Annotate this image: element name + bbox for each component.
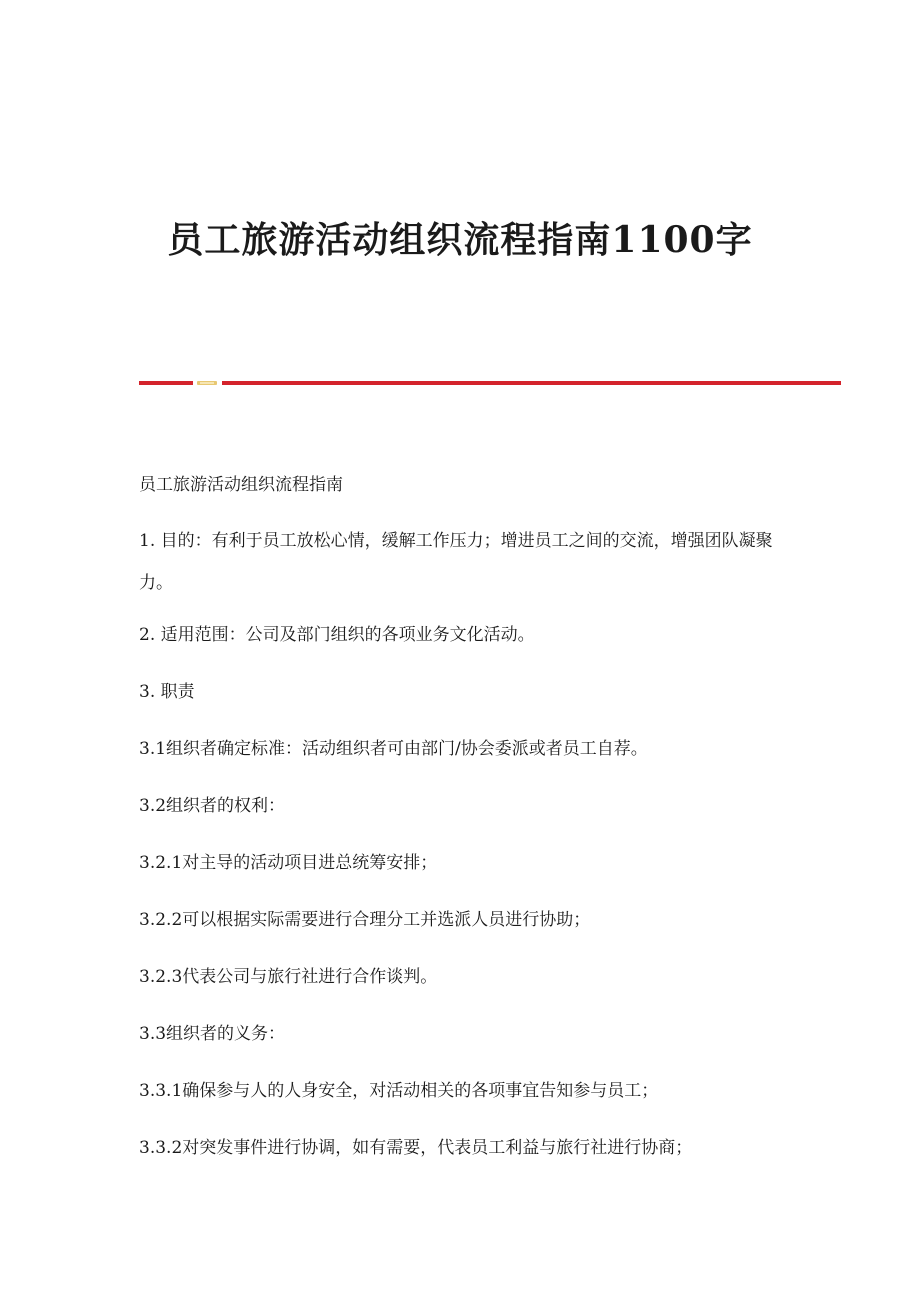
- paragraph-3-1: 3.1组织者确定标准：活动组织者可由部门/协会委派或者员工自荐。: [139, 739, 648, 759]
- document-body: [139, 468, 799, 1188]
- paragraph-heading: 员工旅游活动组织流程指南: [139, 475, 343, 495]
- paragraph-3-2-3: 3.2.3代表公司与旅行社进行合作谈判。: [139, 967, 438, 987]
- paragraph-3-2-2: 3.2.2可以根据实际需要进行合理分工并选派人员进行协助；: [139, 910, 591, 930]
- paragraph-scope: 2. 适用范围：公司及部门组织的各项业务文化活动。: [139, 625, 535, 645]
- document-title: 员工旅游活动组织流程指南1100字: [167, 219, 753, 261]
- divider-ornament-icon: [197, 380, 217, 386]
- paragraph-responsibilities: 3. 职责: [139, 682, 195, 702]
- divider-left-segment: [139, 381, 193, 385]
- paragraph-3-2-1: 3.2.1对主导的活动项目进总统筹安排；: [139, 853, 438, 873]
- paragraph-purpose: 1. 目的：有利于员工放松心情，缓解工作压力；增进员工之间的交流，增强团队凝聚力。: [139, 531, 773, 593]
- title-divider: [139, 380, 841, 386]
- divider-right-segment: [222, 381, 841, 385]
- paragraph-3-2: 3.2组织者的权利：: [139, 796, 286, 816]
- paragraph-3-3-2: 3.3.2对突发事件进行协调，如有需要，代表员工利益与旅行社进行协商；: [139, 1138, 693, 1158]
- paragraph-3-3-1: 3.3.1确保参与人的人身安全，对活动相关的各项事宜告知参与员工；: [139, 1081, 659, 1101]
- paragraph-3-3: 3.3组织者的义务：: [139, 1024, 286, 1044]
